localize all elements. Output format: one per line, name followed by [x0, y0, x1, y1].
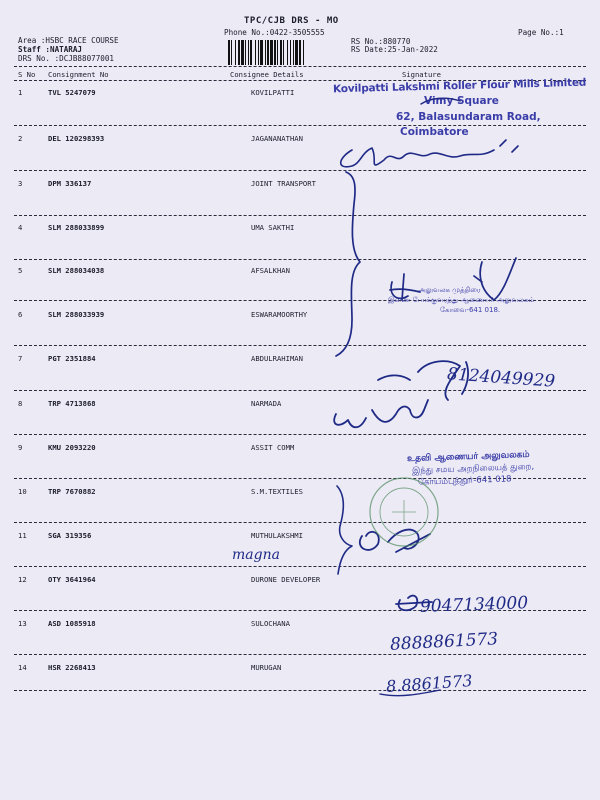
page-number: Page No.:1 — [518, 28, 564, 37]
row-sno: 11 — [18, 531, 27, 540]
area-field: Area :HSBC RACE COURSE — [18, 36, 119, 45]
row-sno: 3 — [18, 179, 23, 188]
column-header-consignee: Consignee Details — [230, 70, 304, 79]
row-consignee: JOINT TRANSPORT — [251, 179, 316, 188]
handwritten-phone-row-12: 9047134000 — [419, 593, 529, 617]
row-consignee: JAGANANATHAN — [251, 134, 303, 143]
signature-row-11 — [360, 530, 430, 552]
signature-row-2 — [341, 140, 518, 167]
handwritten-phone-row-13: 8888861573 — [389, 629, 499, 655]
brace-rows-10-12 — [337, 486, 352, 574]
row-sno: 1 — [18, 88, 23, 97]
row-consignment: DEL 120298393 — [48, 134, 105, 143]
office-stamp-2-line-2: இந்து சமய அறநிலையத் துறை, — [411, 461, 535, 477]
rs-date: RS Date:25-Jan-2022 — [351, 45, 438, 54]
brace-rows-3-7 — [336, 172, 360, 356]
office-stamp-line-1: அலுவலக முத்திரை — [418, 286, 481, 294]
row-consignment: SGA 319356 — [48, 531, 92, 540]
row-consignee: MURUGAN — [251, 663, 282, 672]
handwritten-name-row-11: magna — [232, 547, 280, 563]
office-stamp-2-line-1: உதவி ஆணையர் அலுவலகம் — [406, 449, 530, 465]
row-consignee: UMA SAKTHI — [251, 223, 295, 232]
row-sno: 6 — [18, 310, 23, 319]
column-header-consignment: Consignment No — [48, 70, 109, 79]
row-consignment: KMU 2093220 — [48, 443, 96, 452]
row-consignment: HSR 2268413 — [48, 663, 96, 672]
signature-stroke — [380, 690, 440, 696]
drs-number: DRS No. :DCJB88077001 — [18, 54, 115, 63]
company-stamp-address-1: Vimy Square — [424, 95, 499, 107]
company-stamp-name: Kovilpatti Lakshmi Roller Flour Mills Limited — [332, 76, 587, 96]
row-consignee: AFSALKHAN — [251, 266, 290, 275]
row-consignee: DURONE DEVELOPER — [251, 575, 321, 584]
row-sno: 13 — [18, 619, 27, 628]
signature-stroke — [421, 98, 460, 104]
document-title: TPC/CJB DRS - MO — [244, 16, 339, 26]
row-consignee: KOVILPATTI — [251, 88, 295, 97]
row-sno: 12 — [18, 575, 27, 584]
row-sno: 9 — [18, 443, 23, 452]
row-sno: 5 — [18, 266, 23, 275]
row-consignee: S.M.TEXTILES — [251, 487, 303, 496]
row-consignment: SLM 288034038 — [48, 266, 105, 275]
company-stamp-address-3: Coimbatore — [400, 126, 469, 138]
row-consignee: ASSIT COMM — [251, 443, 295, 452]
row-consignment: TRP 4713868 — [48, 399, 96, 408]
row-sno: 4 — [18, 223, 23, 232]
row-consignee: MUTHULAKSHMI — [251, 531, 303, 540]
row-sno: 14 — [18, 663, 27, 672]
row-consignee: ABDULRAHIMAN — [251, 354, 303, 363]
row-consignee: SULOCHANA — [251, 619, 290, 628]
row-consignee: NARMADA — [251, 399, 282, 408]
row-consignment: SLM 288033899 — [48, 223, 105, 232]
rs-number: RS No.:880770 — [351, 37, 411, 46]
signature-row-12 — [396, 596, 432, 611]
office-stamp-line-2: இணை போக்குவரத்து ஆணையர் அலுவலகம் — [388, 296, 535, 304]
row-consignment: TVL 5247079 — [48, 88, 96, 97]
signature-rows-5-6 — [390, 258, 516, 300]
row-consignment: SLM 288033939 — [48, 310, 105, 319]
row-sno: 8 — [18, 399, 23, 408]
handwritten-note-row-14: 8.8861573 — [385, 671, 474, 696]
signature-row-7 — [378, 361, 468, 400]
row-consignment: PGT 2351884 — [48, 354, 96, 363]
column-header-signature: Signature — [402, 70, 441, 79]
row-consignment: DPM 336137 — [48, 179, 92, 188]
row-sno: 2 — [18, 134, 23, 143]
office-stamp-line-3: கோவை-641 018. — [440, 306, 501, 314]
row-consignee: ESWARAMOORTHY — [251, 310, 308, 319]
column-header-sno: S No — [18, 70, 36, 79]
office-stamp-2-line-3: கோயம்புத்தூர்-641 018 — [417, 474, 512, 488]
handwritten-phone-row-7: 8124049929 — [446, 364, 556, 392]
signature-row-8 — [334, 400, 428, 427]
staff-field: Staff :NATARAJ — [18, 45, 83, 54]
company-stamp-address-2: 62, Balasundaram Road, — [396, 111, 541, 123]
row-consignment: ASD 1085918 — [48, 619, 96, 628]
row-consignment: OTY 3641964 — [48, 575, 96, 584]
row-consignment: TRP 7670882 — [48, 487, 96, 496]
row-sno: 7 — [18, 354, 23, 363]
phone-number: Phone No.:0422-3505555 — [224, 28, 325, 37]
circular-seal — [370, 478, 438, 546]
row-sno: 10 — [18, 487, 27, 496]
